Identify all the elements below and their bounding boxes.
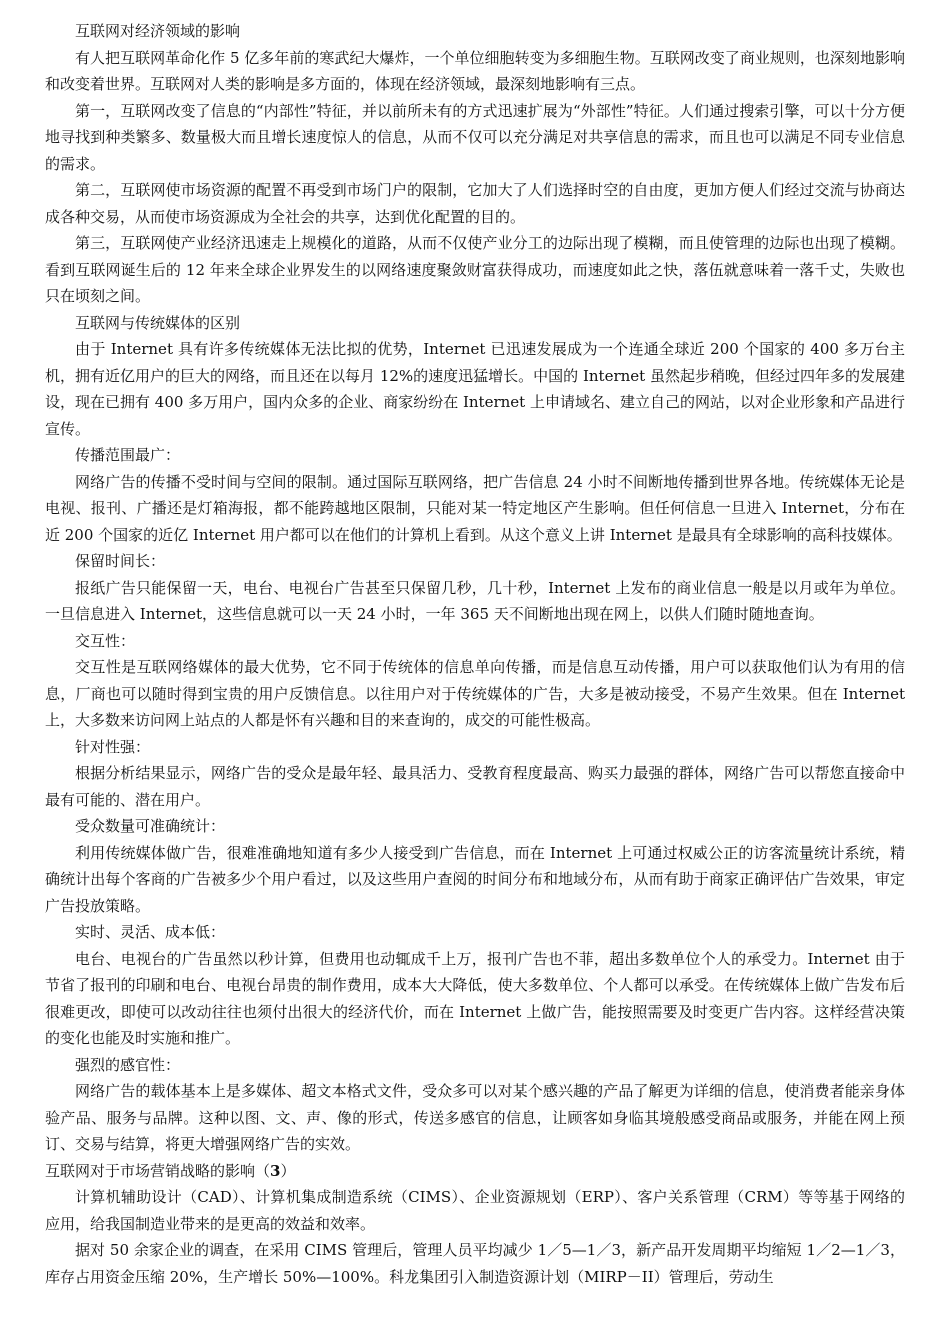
- document-page: [45, 18, 905, 1290]
- paragraph-targeting: 根据分析结果显示，网络广告的受众是最年轻、最具活力、受教育程度最高、购买力最强的群体，网络广告可以帮您直接命中最有可能的、潜在用户。: [45, 764, 905, 809]
- subheading-targeting: 针对性强：: [75, 737, 151, 756]
- paragraph-sensory: 网络广告的载体基本上是多媒体、超文本格式文件，受众多可以对某个感兴趣的产品了解更为详细的信息，使消费者能亲身体验产品、服务与品牌。这种以图、文、声、像的形式，传送多感官的信息，让顾客如身临其境般感受商品或服务，并能在网上预订、交易与结算，将更大增强网络广告的实效。: [45, 1082, 905, 1153]
- paragraph-survey-results: 据对 50 余家企业的调查，在采用 CIMS 管理后，管理人员平均减少 1／5—1／3，新产品开发周期平均缩短 1／2—1／3，库存占用资金压缩 20%，生产增长 50%—100%。科龙集团引入制造资源计划（MIRP－II）管理后，劳动生: [45, 1241, 905, 1286]
- subheading-reach: 传播范围最广：: [75, 446, 181, 464]
- section-heading-media: 互联网与传统媒体的区别: [75, 313, 241, 332]
- paragraph-retention: 报纸广告只能保留一天，电台、电视台广告甚至只保留几秒，几十秒，Internet 上发布的商业信息一般是以月或年为单位。一旦信息进入 Internet，这些信息就可以一天 24 小时，一年 365 天不间断地出现在网上，以供人们随时随地查询。: [45, 578, 905, 623]
- marketing-heading-text: 互联网对于市场营销战略的影响（: [45, 1161, 271, 1180]
- subheading-realtime-cost: 实时、灵活、成本低：: [75, 923, 226, 941]
- paragraph-third-point: 第三，互联网使产业经济迅速走上规模化的道路，从而不仅使产业分工的边际出现了模糊，而且使管理的边际也出现了模糊。看到互联网诞生后的 12 年来全球企业界发生的以网络速度聚敛财富获得成功，而速度如此之快，落伍就意味着一落千丈，失败也只在顷刻之间。: [45, 234, 905, 305]
- paragraph-second-point: 第二，互联网使市场资源的配置不再受到市场门户的限制，它加大了人们选择时空的自由度，更加方便人们经过交流与协商达成各种交易，从而使市场资源成为全社会的共享，达到优化配置的目的。: [45, 181, 905, 226]
- paragraph-interactivity: 交互性是互联网络媒体的最大优势，它不同于传统体的信息单向传播，而是信息互动传播，用户可以获取他们认为有用的信息，厂商也可以随时得到宝贵的用户反馈信息。以往用户对于传统媒体的广告，大多是被动接受，不易产生效果。但在 Internet 上，大多数来访问网上站点的人都是怀有兴趣和目的来查询的，成交的可能性极高。: [45, 658, 905, 729]
- paragraph-realtime-cost: 电台、电视台的广告虽然以秒计算，但费用也动辄成千上万，报刊广告也不菲，超出多数单位个人的承受力。Internet 由于节省了报刊的印刷和电台、电视台昂贵的制作费用，成本大大降低，使大多数单位、个人都可以承受。在传统媒体上做广告发布后很难更改，即使可以改动往往也须付出很大的经济代价，而在 Internet 上做广告，能按照需要及时变更广告内容。这样经营决策的变化也能及时实施和推广。: [45, 949, 905, 1047]
- subheading-sensory: 强烈的感官性：: [75, 1055, 181, 1074]
- paragraph-audience-stats: 利用传统媒体做广告，很难准确地知道有多少人接受到广告信息，而在 Internet 上可通过权威公正的访客流量统计系统，精确统计出每个客商的广告被多少个用户看过，以及这些用户查阅的时间分布和地域分布，从而有助于商家正确评估广告效果，审定广告投放策略。: [45, 843, 905, 915]
- marketing-heading-close: ）: [280, 1161, 296, 1180]
- section-heading-marketing: [45, 1158, 905, 1185]
- paragraph-intro: 有人把互联网革命化作 5 亿多年前的寒武纪大爆炸，一个单位细胞转变为多细胞生物。互联网改变了商业规则，也深刻地影响和改变着世界。互联网对人类的影响是多方面的，体现在经济领域，最深刻地影响有三点。: [45, 48, 905, 93]
- subheading-interactivity: 交互性：: [75, 631, 136, 650]
- paragraph-network-applications: 计算机辅助设计（CAD）、计算机集成制造系统（CIMS）、企业资源规划（ERP）、客户关系管理（CRM）等等基于网络的应用，给我国制造业带来的是更高的效益和效率。: [45, 1188, 905, 1233]
- subheading-audience-stats: 受众数量可准确统计：: [75, 817, 226, 835]
- section-heading-economy: 互联网对经济领域的影响: [75, 22, 241, 40]
- marketing-heading-number: 3: [270, 1161, 281, 1180]
- subheading-retention: 保留时间长：: [75, 552, 166, 570]
- paragraph-reach: 网络广告的传播不受时间与空间的限制。通过国际互联网络，把广告信息 24 小时不间断地传播到世界各地。传统媒体无论是电视、报刊、广播还是灯箱海报，都不能跨越地区限制，只能对某一特定地区产生影响。但任何信息一旦进入 Internet，分布在近 200 个国家的近亿 Internet 用户都可以在他们的计算机上看到。从这个意义上讲 Internet 是最具有全球影响的高科技媒体。: [45, 472, 905, 544]
- paragraph-internet-advantages: 由于 Internet 具有许多传统媒体无法比拟的优势，Internet 已迅速发展成为一个连通全球近 200 个国家的 400 多万台主机，拥有近亿用户的巨大的网络，而且还在以每月 12%的速度迅猛增长。中国的 Internet 虽然起步稍晚，但经过四年多的发展建设，现在已拥有 400 多万用户，国内众多的企业、商家纷纷在 Internet 上申请域名、建立自己的网站，以对企业形象和产品进行宣传。: [45, 340, 905, 438]
- paragraph-first-point: 第一，互联网改变了信息的“内部性”特征，并以前所未有的方式迅速扩展为“外部性”特征。人们通过搜索引擎，可以十分方便地寻找到种类繁多、数量极大而且增长速度惊人的信息，从而不仅可以充分满足对共享信息的需求，而且也可以满足不同专业信息的需求。: [45, 101, 905, 173]
